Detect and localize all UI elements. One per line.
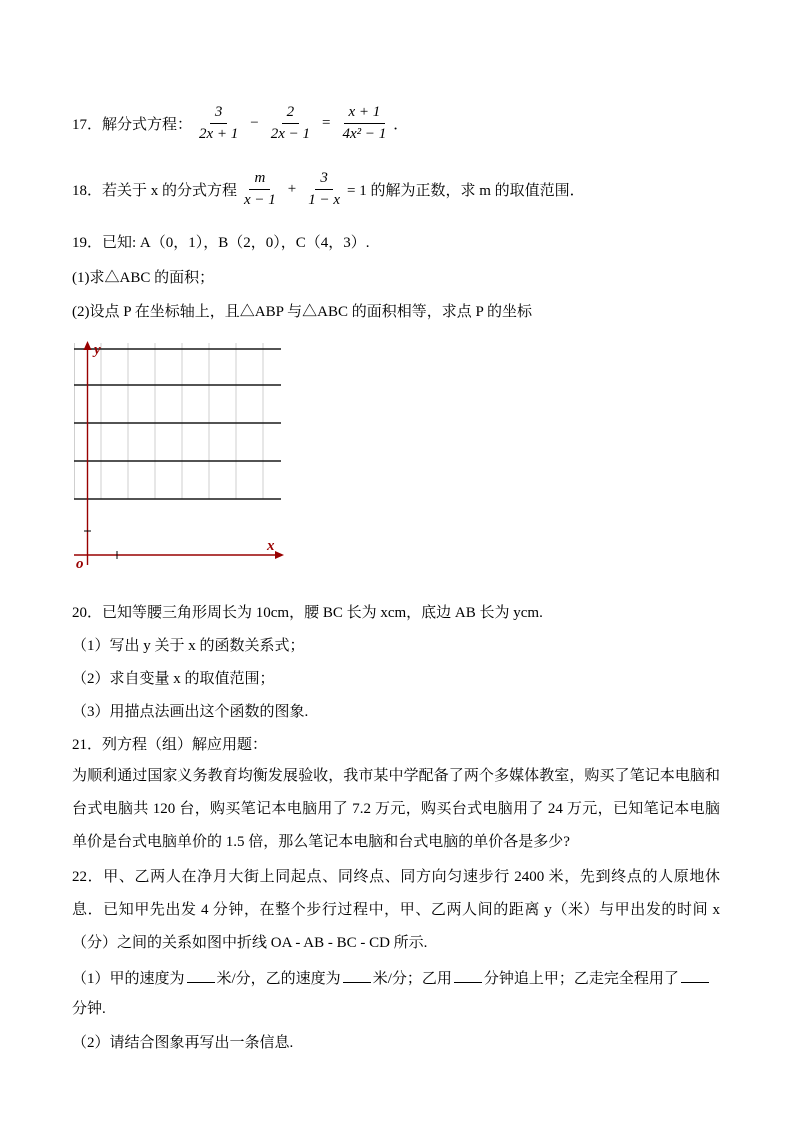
coordinate-grid-figure	[74, 341, 720, 574]
equals-operator: =	[322, 114, 331, 131]
problem-22-body: 22．甲、乙两人在净月大街上同起点、同终点、同方向匀速步行 2400 米，先到终点的人原地休息．已知甲先出发 4 分钟，在整个步行过程中，甲、乙两人间的距离 y（米）与甲出发的时间 x（分）之间的关系如图中折线 OA - AB - BC - CD 所示.	[72, 869, 720, 951]
fraction-denominator: x − 1	[244, 191, 276, 208]
problem-21-title: 21．列方程（组）解应用题：	[72, 737, 268, 753]
problem-18-lead: 18．若关于 x 的分式方程	[72, 182, 238, 199]
fraction-3	[338, 103, 392, 144]
minus-operator: −	[250, 114, 259, 131]
answer-blank-4	[681, 968, 709, 983]
problem-20-item-3: （3）用描点法画出这个函数的图象.	[72, 704, 309, 720]
fraction-numerator: 3	[315, 169, 333, 190]
answer-blank-2	[343, 968, 371, 983]
y-axis-arrow	[84, 341, 92, 350]
problem-22-question-2: （2）请结合图象再写出一条信息.	[72, 1035, 294, 1051]
x-axis-label: x	[267, 538, 275, 554]
fraction-denominator: 2x + 1	[199, 125, 239, 142]
answer-blank-1	[187, 968, 215, 983]
y-axis-label: y	[94, 342, 101, 358]
q1-text-4: 分钟追上甲；乙走完全程用了	[483, 971, 679, 987]
fraction-numerator: 3	[210, 103, 228, 124]
fraction-numerator: 2	[282, 103, 300, 124]
origin-label: o	[76, 556, 84, 569]
q1-text-2: 米/分，乙的速度为	[216, 971, 341, 987]
fraction-denominator: 1 − x	[308, 191, 341, 208]
problem-20-item-2: （2）求自变量 x 的取值范围；	[72, 671, 275, 687]
grid-vertical-lines	[75, 343, 264, 499]
x-axis-arrow	[275, 551, 284, 559]
fraction-numerator: x + 1	[344, 103, 386, 124]
fraction-2	[303, 169, 345, 210]
fraction-2	[266, 103, 315, 144]
fraction-denominator: 2x − 1	[270, 125, 311, 142]
problem-19-item-1: (1)求△ABC 的面积；	[72, 270, 215, 286]
fraction-1	[194, 103, 243, 144]
grid-horizontal-lines	[74, 349, 281, 499]
q1-text-5: 分钟.	[72, 1001, 106, 1017]
fraction-numerator: m	[249, 169, 270, 190]
problem-19-item-2: (2)设点 P 在坐标轴上，且△ABP 与△ABC 的面积相等，求点 P 的坐标	[72, 304, 533, 320]
q1-text-1: （1）甲的速度为	[72, 971, 185, 987]
fraction-denominator: 4x² − 1	[342, 125, 387, 142]
fraction-1	[239, 169, 281, 210]
problem-20-title: 20．已知等腰三角形周长为 10cm，腰 BC 长为 xcm，底边 AB 长为 ycm.	[72, 605, 543, 621]
problem-17	[72, 100, 720, 146]
q1-text-3: 米/分；乙用	[372, 971, 452, 987]
problem-18	[72, 166, 720, 212]
plus-operator: +	[287, 180, 297, 197]
answer-blank-3	[454, 968, 482, 983]
problem-22-question-1	[72, 964, 720, 1024]
problem-18-tail: = 1 的解为正数，求 m 的取值范围．	[347, 182, 585, 199]
coordinate-grid	[74, 341, 286, 569]
problem-17-lead: 17．解分式方程：	[72, 116, 193, 133]
problem-21-body: 为顺利通过国家义务教育均衡发展验收，我市某中学配备了两个多媒体教室，购买了笔记本电脑和台式电脑共 120 台，购买笔记本电脑用了 7.2 万元，购买台式电脑用了 24 万元，已知笔记本电脑单价是台式电脑单价的 1.5 倍，那么笔记本电脑和台式电脑的单价各是多少?	[72, 768, 720, 850]
problem-17-end: ．	[393, 116, 409, 133]
x-axis	[74, 551, 284, 559]
problem-19-title: 19．已知: A（0，1），B（2，0），C（4，3）.	[72, 235, 370, 251]
problem-20-item-1: （1）写出 y 关于 x 的函数关系式；	[72, 638, 305, 654]
